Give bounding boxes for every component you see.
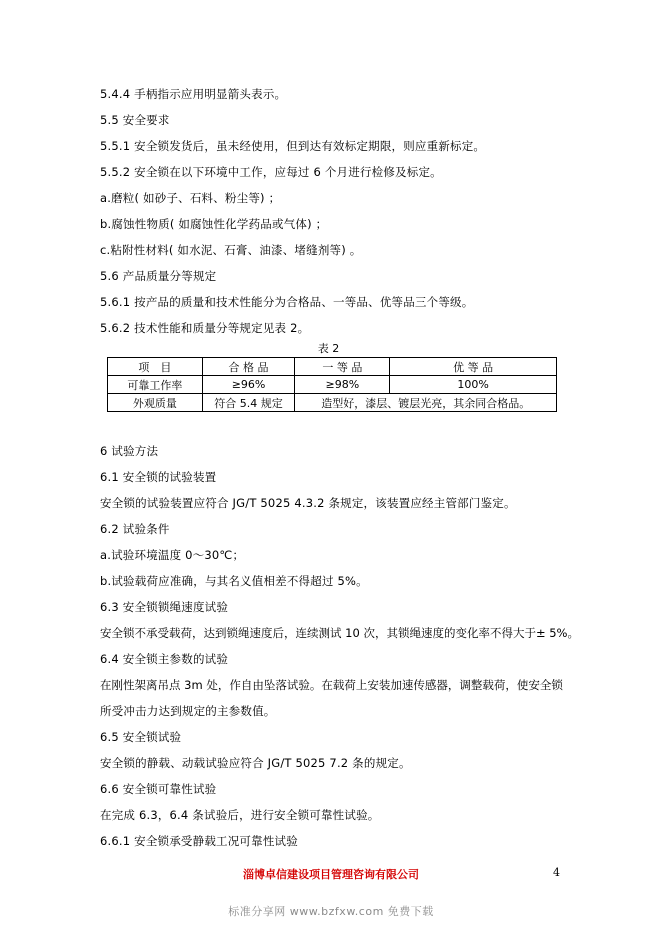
table-header-cell: 一 等 品 <box>295 358 390 376</box>
footer-company-name: 淄博卓信建设项目管理咨询有限公司 <box>243 868 419 881</box>
table-row <box>108 394 557 412</box>
paragraph-6-5: 安全锁的静载、动载试验应符合 JG/T 5025 7.2 条的规定。 <box>100 756 411 770</box>
list-item-a: a.试验环境温度 0～30℃； <box>100 548 245 562</box>
table-header-cell: 合 格 品 <box>202 358 295 376</box>
table-cell: 可靠工作率 <box>108 376 203 394</box>
heading-6-3: 6.3 安全锁锁绳速度试验 <box>100 600 229 614</box>
list-item-c: c.粘附性材料( 如水泥、石膏、油漆、堵缝剂等) 。 <box>100 243 362 257</box>
clause-5-6-1: 5.6.1 按产品的质量和技术性能分为合格品、一等品、优等品三个等级。 <box>100 295 474 309</box>
heading-6-1: 6.1 安全锁的试验装置 <box>100 470 217 484</box>
page-number: 4 <box>553 866 560 879</box>
heading-6-4: 6.4 安全锁主参数的试验 <box>100 652 229 666</box>
heading-5-5: 5.5 安全要求 <box>100 113 170 127</box>
list-item-b: b.试验载荷应准确，与其名义值相差不得超过 5%。 <box>100 574 368 588</box>
paragraph-6-3: 安全锁不承受载荷，达到锁绳速度后，连续测试 10 次，其锁绳速度的变化率不得大于± 5%。 <box>100 626 579 640</box>
list-item-b: b.腐蚀性物质( 如腐蚀性化学药品或气体) ； <box>100 217 328 231</box>
heading-6-6: 6.6 安全锁可靠性试验 <box>100 782 217 796</box>
table-header-cell: 项 目 <box>108 358 203 376</box>
table-header-cell: 优 等 品 <box>390 358 557 376</box>
paragraph-6-6: 在完成 6.3，6.4 条试验后，进行安全锁可靠性试验。 <box>100 808 380 822</box>
paragraph-6-4-line-2: 所受冲击力达到规定的主参数值。 <box>100 704 276 718</box>
clause-5-6-2: 5.6.2 技术性能和质量分等规定见表 2。 <box>100 321 310 335</box>
paragraph-6-4-line-1: 在刚性架离吊点 3m 处，作自由坠落试验。在载荷上安装加速传感器，调整载荷，使安全锁 <box>100 678 563 692</box>
table-cell: 100% <box>390 376 557 394</box>
clause-5-4-4: 5.4.4 手柄指示应用明显箭头表示。 <box>100 87 287 101</box>
table-cell: 外观质量 <box>108 394 203 412</box>
clause-5-5-1: 5.5.1 安全锁发货后，虽未经使用，但到达有效标定期限，则应重新标定。 <box>100 139 486 153</box>
table-header-row <box>108 358 557 376</box>
quality-grade-table <box>107 357 557 412</box>
heading-6-2: 6.2 试验条件 <box>100 522 170 536</box>
paragraph-6-1: 安全锁的试验装置应符合 JG/T 5025 4.3.2 条规定，该装置应经主管部门鉴定。 <box>100 496 516 510</box>
table-cell: 造型好，漆层、镀层光亮，其余同合格品。 <box>295 394 557 412</box>
heading-6-5: 6.5 安全锁试验 <box>100 730 182 744</box>
clause-5-5-2: 5.5.2 安全锁在以下环境中工作，应每过 6 个月进行检修及标定。 <box>100 165 442 179</box>
heading-5-6: 5.6 产品质量分等规定 <box>100 269 217 283</box>
table-row <box>108 376 557 394</box>
table-cell: ≥96% <box>202 376 295 394</box>
table-cell: 符合 5.4 规定 <box>202 394 295 412</box>
heading-6-6-1: 6.6.1 安全锁承受静载工况可靠性试验 <box>100 834 298 848</box>
table-cell: ≥98% <box>295 376 390 394</box>
heading-6: 6 试验方法 <box>100 444 159 458</box>
table-caption: 表 2 <box>317 342 340 355</box>
download-watermark: 标准分享网 www.bzfxw.com 免费下载 <box>228 905 434 918</box>
list-item-a: a.磨粒( 如砂子、石料、粉尘等) ； <box>100 191 281 205</box>
